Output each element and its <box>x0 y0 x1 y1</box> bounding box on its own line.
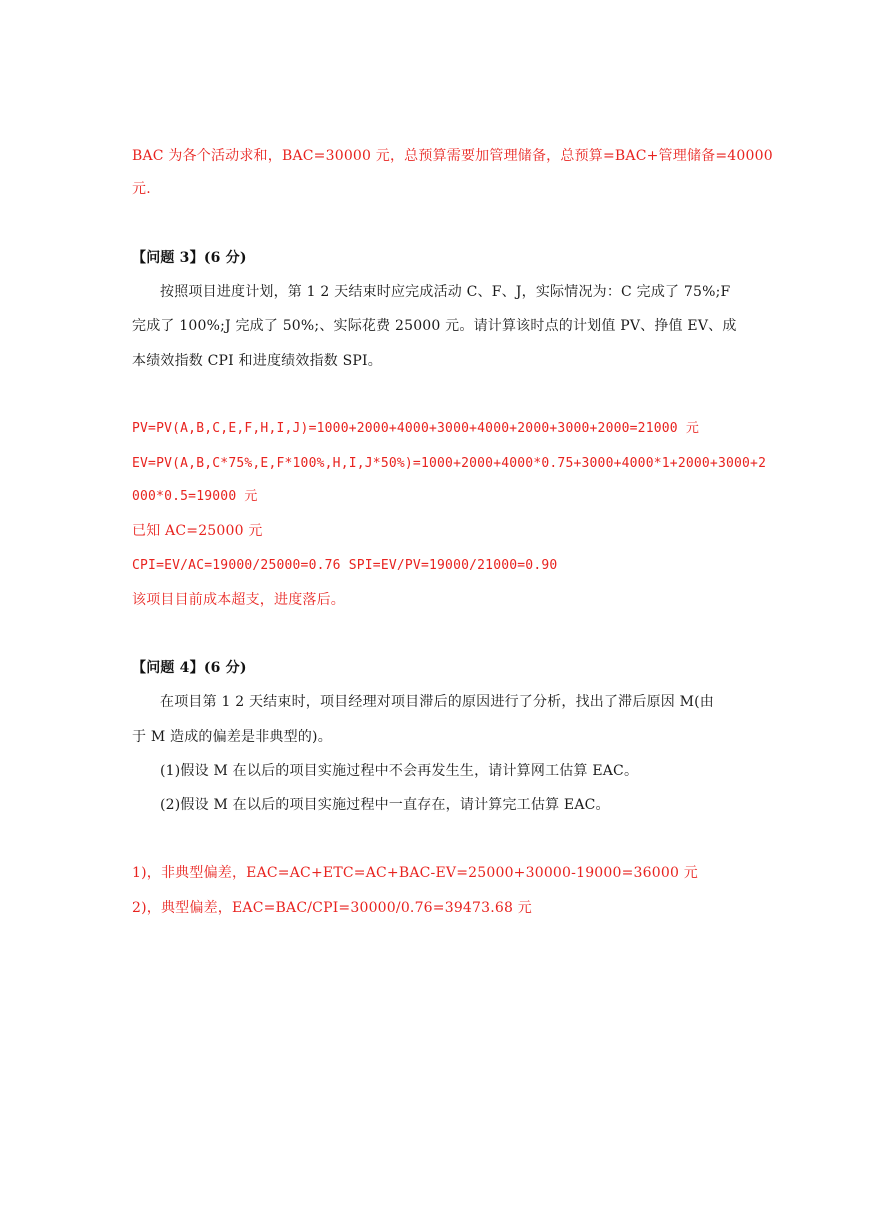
answer3-ev-line2: 000*0.5=19000 元 <box>132 489 258 504</box>
question3-heading: 【问题 3】(6 分) <box>132 250 247 266</box>
answer3-conclusion: 该项目目前成本超支，进度落后。 <box>132 592 345 608</box>
question3-text-line3: 本绩效指数 CPI 和进度绩效指数 SPI。 <box>132 353 382 369</box>
question4-heading: 【问题 4】(6 分) <box>132 660 247 676</box>
question3-text-line2: 完成了 100%;J 完成了 50%;、实际花费 25000 元。请计算该时点的计划值 PV、挣值 EV、成 <box>132 318 737 334</box>
answer2-line1: BAC 为各个活动求和，BAC=30000 元，总预算需要加管理储备，总预算=BAC+管理储备=40000 <box>132 148 773 164</box>
answer3-pv: PV=PV(A,B,C,E,F,H,I,J)=1000+2000+4000+3000+4000+2000+3000+2000=21000 元 <box>132 421 700 436</box>
answer4-line1: 1)，非典型偏差，EAC=AC+ETC=AC+BAC-EV=25000+30000-19000=36000 元 <box>132 865 698 881</box>
answer4-line2: 2)，典型偏差，EAC=BAC/CPI=30000/0.76=39473.68 元 <box>132 900 532 916</box>
question4-text-line1: 在项目第 1 2 天结束时，项目经理对项目滞后的原因进行了分析，找出了滞后原因 M(由 <box>160 694 715 710</box>
answer3-cpi-spi: CPI=EV/AC=19000/25000=0.76 SPI=EV/PV=19000/21000=0.90 <box>132 558 558 573</box>
question4-text-line2: 于 M 造成的偏差是非典型的)。 <box>132 729 332 745</box>
question4-item1: (1)假设 M 在以后的项目实施过程中不会再发生生，请计算网工估算 EAC。 <box>160 763 639 779</box>
question4-item2: (2)假设 M 在以后的项目实施过程中一直存在，请计算完工估算 EAC。 <box>160 797 610 813</box>
answer3-ac: 已知 AC=25000 元 <box>132 523 263 539</box>
answer2-line2: 元. <box>132 181 151 197</box>
question3-text-line1: 按照项目进度计划，第 1 2 天结束时应完成活动 C、F、J，实际情况为：C 完成了 75%;F <box>160 284 731 300</box>
answer3-ev-line1: EV=PV(A,B,C*75%,E,F*100%,H,I,J*50%)=1000+2000+4000*0.75+3000+4000*1+2000+3000+2 <box>132 456 767 471</box>
